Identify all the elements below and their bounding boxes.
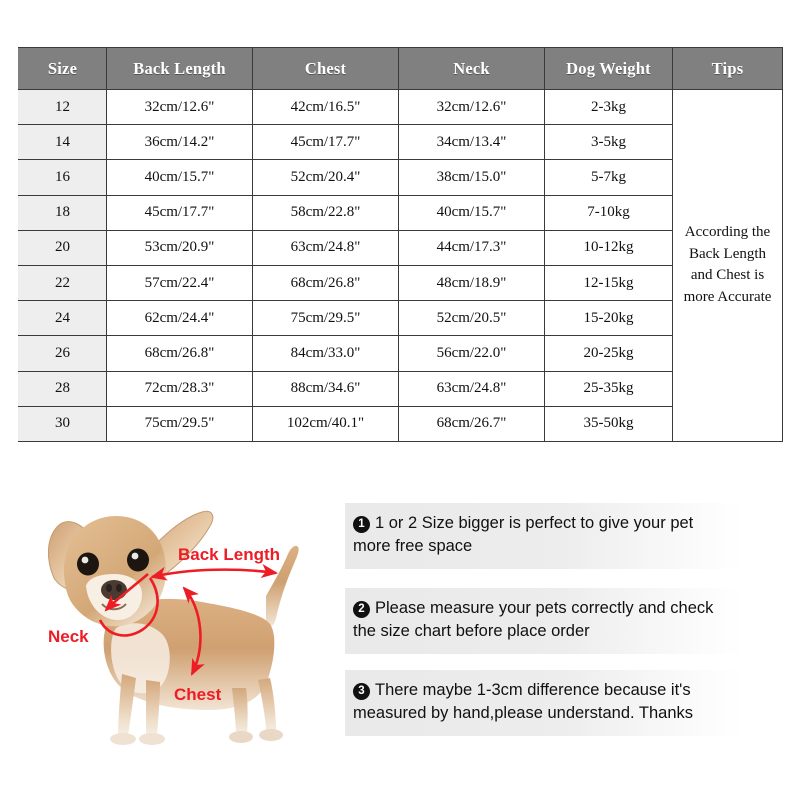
tip-number-badge: 1 bbox=[353, 516, 370, 533]
cell-chest: 68cm/26.8" bbox=[253, 265, 399, 300]
dog-right-eye bbox=[127, 549, 149, 572]
table-row bbox=[19, 195, 783, 230]
cell-back-length: 32cm/12.6" bbox=[107, 90, 253, 125]
cell-chest: 102cm/40.1" bbox=[253, 406, 399, 441]
cell-back-length: 72cm/28.3" bbox=[107, 371, 253, 406]
table-row bbox=[19, 90, 783, 125]
cell-back-length: 62cm/24.4" bbox=[107, 301, 253, 336]
cell-tips-note: According the Back Length and Chest is more Accurate bbox=[673, 90, 783, 442]
cell-size: 24 bbox=[19, 301, 107, 336]
cell-back-length: 53cm/20.9" bbox=[107, 230, 253, 265]
dog-nose bbox=[101, 580, 127, 600]
cell-back-length: 68cm/26.8" bbox=[107, 336, 253, 371]
tip-box-2 bbox=[345, 588, 745, 654]
dog-paw bbox=[110, 733, 136, 745]
dog-paw bbox=[259, 729, 283, 741]
cell-neck: 44cm/17.3" bbox=[399, 230, 545, 265]
table-row bbox=[19, 125, 783, 160]
tip-box-3 bbox=[345, 670, 745, 736]
table-row bbox=[19, 336, 783, 371]
chest-label: Chest bbox=[174, 685, 222, 704]
dog-back-right-leg bbox=[258, 678, 276, 738]
cell-back-length: 57cm/22.4" bbox=[107, 265, 253, 300]
cell-size: 14 bbox=[19, 125, 107, 160]
cell-chest: 63cm/24.8" bbox=[253, 230, 399, 265]
table-header-row bbox=[19, 48, 783, 90]
tip-box-1 bbox=[345, 503, 745, 569]
dog-left-eye bbox=[77, 553, 99, 576]
cell-chest: 58cm/22.8" bbox=[253, 195, 399, 230]
cell-size: 20 bbox=[19, 230, 107, 265]
tip-text: Please measure your pets correctly and check the size chart before place order bbox=[353, 599, 714, 641]
table-row bbox=[19, 160, 783, 195]
cell-neck: 38cm/15.0" bbox=[399, 160, 545, 195]
dog-measurement-illustration bbox=[30, 478, 350, 768]
cell-size: 16 bbox=[19, 160, 107, 195]
cell-size: 30 bbox=[19, 406, 107, 441]
column-header-chest: Chest bbox=[253, 48, 399, 90]
cell-dog-weight: 35-50kg bbox=[545, 406, 673, 441]
cell-chest: 42cm/16.5" bbox=[253, 90, 399, 125]
tip-text: 1 or 2 Size bigger is perfect to give your pet more free space bbox=[353, 514, 694, 556]
column-header-dog-weight: Dog Weight bbox=[545, 48, 673, 90]
cell-size: 22 bbox=[19, 265, 107, 300]
cell-dog-weight: 7-10kg bbox=[545, 195, 673, 230]
cell-neck: 32cm/12.6" bbox=[399, 90, 545, 125]
dog-nostril bbox=[106, 584, 112, 592]
cell-size: 26 bbox=[19, 336, 107, 371]
cell-chest: 52cm/20.4" bbox=[253, 160, 399, 195]
cell-back-length: 75cm/29.5" bbox=[107, 406, 253, 441]
table-row bbox=[19, 265, 783, 300]
neck-label: Neck bbox=[48, 627, 89, 646]
cell-neck: 40cm/15.7" bbox=[399, 195, 545, 230]
cell-chest: 88cm/34.6" bbox=[253, 371, 399, 406]
cell-dog-weight: 20-25kg bbox=[545, 336, 673, 371]
cell-dog-weight: 5-7kg bbox=[545, 160, 673, 195]
tip-text: There maybe 1-3cm difference because it's measured by hand,please understand. Thanks bbox=[353, 681, 694, 723]
cell-dog-weight: 25-35kg bbox=[545, 371, 673, 406]
cell-neck: 56cm/22.0" bbox=[399, 336, 545, 371]
size-chart-table bbox=[18, 47, 783, 442]
back-length-label: Back Length bbox=[178, 545, 281, 564]
cell-dog-weight: 15-20kg bbox=[545, 301, 673, 336]
table-row bbox=[19, 371, 783, 406]
cell-chest: 84cm/33.0" bbox=[253, 336, 399, 371]
dog-paw bbox=[229, 731, 253, 743]
tip-number-badge: 3 bbox=[353, 683, 370, 700]
cell-neck: 34cm/13.4" bbox=[399, 125, 545, 160]
cell-back-length: 40cm/15.7" bbox=[107, 160, 253, 195]
cell-size: 18 bbox=[19, 195, 107, 230]
table-row bbox=[19, 406, 783, 441]
cell-size: 12 bbox=[19, 90, 107, 125]
cell-dog-weight: 10-12kg bbox=[545, 230, 673, 265]
cell-chest: 75cm/29.5" bbox=[253, 301, 399, 336]
column-header-back-length: Back Length bbox=[107, 48, 253, 90]
tip-number-badge: 2 bbox=[353, 601, 370, 618]
column-header-neck: Neck bbox=[399, 48, 545, 90]
cell-dog-weight: 2-3kg bbox=[545, 90, 673, 125]
cell-dog-weight: 3-5kg bbox=[545, 125, 673, 160]
eye-highlight bbox=[132, 553, 139, 560]
column-header-tips: Tips bbox=[673, 48, 783, 90]
dog-nostril bbox=[116, 584, 122, 592]
back-length-arrow bbox=[152, 570, 276, 577]
cell-back-length: 45cm/17.7" bbox=[107, 195, 253, 230]
cell-dog-weight: 12-15kg bbox=[545, 265, 673, 300]
dog-paw bbox=[139, 733, 165, 745]
cell-neck: 48cm/18.9" bbox=[399, 265, 545, 300]
table-row bbox=[19, 301, 783, 336]
cell-neck: 63cm/24.8" bbox=[399, 371, 545, 406]
table-row bbox=[19, 230, 783, 265]
cell-neck: 68cm/26.7" bbox=[399, 406, 545, 441]
cell-size: 28 bbox=[19, 371, 107, 406]
cell-neck: 52cm/20.5" bbox=[399, 301, 545, 336]
column-header-size: Size bbox=[19, 48, 107, 90]
cell-chest: 45cm/17.7" bbox=[253, 125, 399, 160]
cell-back-length: 36cm/14.2" bbox=[107, 125, 253, 160]
eye-highlight bbox=[82, 557, 89, 564]
dog-front-right-leg bbox=[146, 680, 160, 741]
